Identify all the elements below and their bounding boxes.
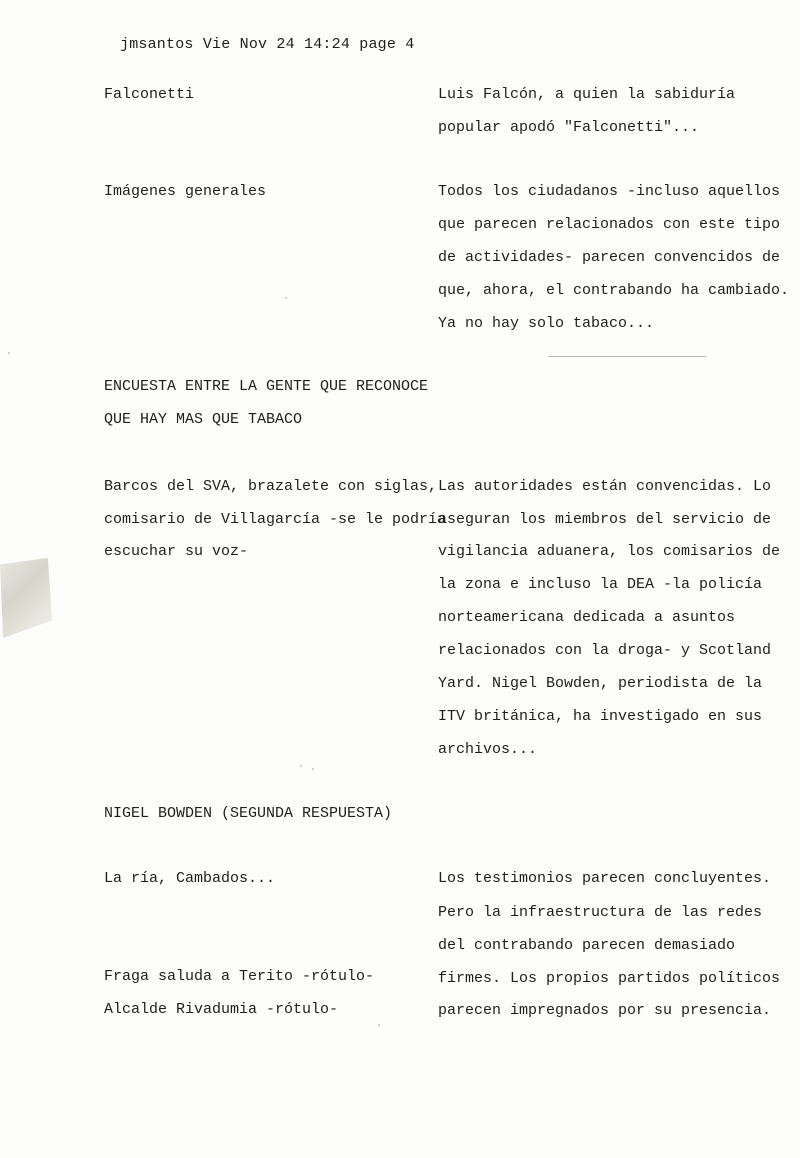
narration-line: Las autoridades están convencidas. Lo [438,478,772,495]
narration-line: vigilancia aduanera, los comisarios de [438,543,781,560]
scan-speck [312,768,314,770]
shot-description: La ría, Cambados... [104,870,276,887]
narration-line: norteamericana dedicada a asuntos [438,609,736,626]
narration-line: Todos los ciudadanos -incluso aquellos [438,183,781,200]
scan-speck [300,765,302,767]
narration-line: Pero la infraestructura de las redes [438,904,763,921]
scan-speck [8,352,10,354]
shot-description: comisario de Villagarcía -se le podría [104,511,447,528]
page-header: jmsantos Vie Nov 24 14:24 page 4 [120,36,415,53]
segment-heading: QUE HAY MAS QUE TABACO [104,411,303,428]
shot-description: Fraga saluda a Terito -rótulo- [104,968,375,985]
narration-line: del contrabando parecen demasiado [438,937,736,954]
narration-line: parecen impregnados por su presencia. [438,1002,772,1019]
shot-description: Alcalde Rivadumia -rótulo- [104,1001,339,1018]
shot-description: escuchar su voz- [104,543,249,560]
segment-heading: ENCUESTA ENTRE LA GENTE QUE RECONOCE [104,378,429,395]
segment-heading: NIGEL BOWDEN (SEGUNDA RESPUESTA) [104,805,393,822]
narration-line: ITV británica, ha investigado en sus [438,708,763,725]
narration-line: Yard. Nigel Bowden, periodista de la [438,675,763,692]
narration-line: que, ahora, el contrabando ha cambiado. [438,282,790,299]
shot-description: Barcos del SVA, brazalete con siglas, [104,478,438,495]
narration-line: aseguran los miembros del servicio de [438,511,772,528]
shot-description: Imágenes generales [104,183,267,200]
narration-line: relacionados con la droga- y Scotland [438,642,772,659]
narration-line: popular apodó "Falconetti"... [438,119,700,136]
narration-line: que parecen relacionados con este tipo [438,216,781,233]
tape-mark [0,558,52,638]
narration-line: Los testimonios parecen concluyentes. [438,870,772,887]
narration-line: la zona e incluso la DEA -la policía [438,576,763,593]
scan-speck [378,1024,380,1026]
narration-line: Luis Falcón, a quien la sabiduría [438,86,736,103]
narration-line: de actividades- parecen convencidos de [438,249,781,266]
pencil-mark [548,356,706,357]
narration-line: firmes. Los propios partidos políticos [438,970,781,987]
narration-line: archivos... [438,741,538,758]
narration-line: Ya no hay solo tabaco... [438,315,655,332]
scan-speck [285,297,287,299]
shot-description: Falconetti [104,86,195,103]
